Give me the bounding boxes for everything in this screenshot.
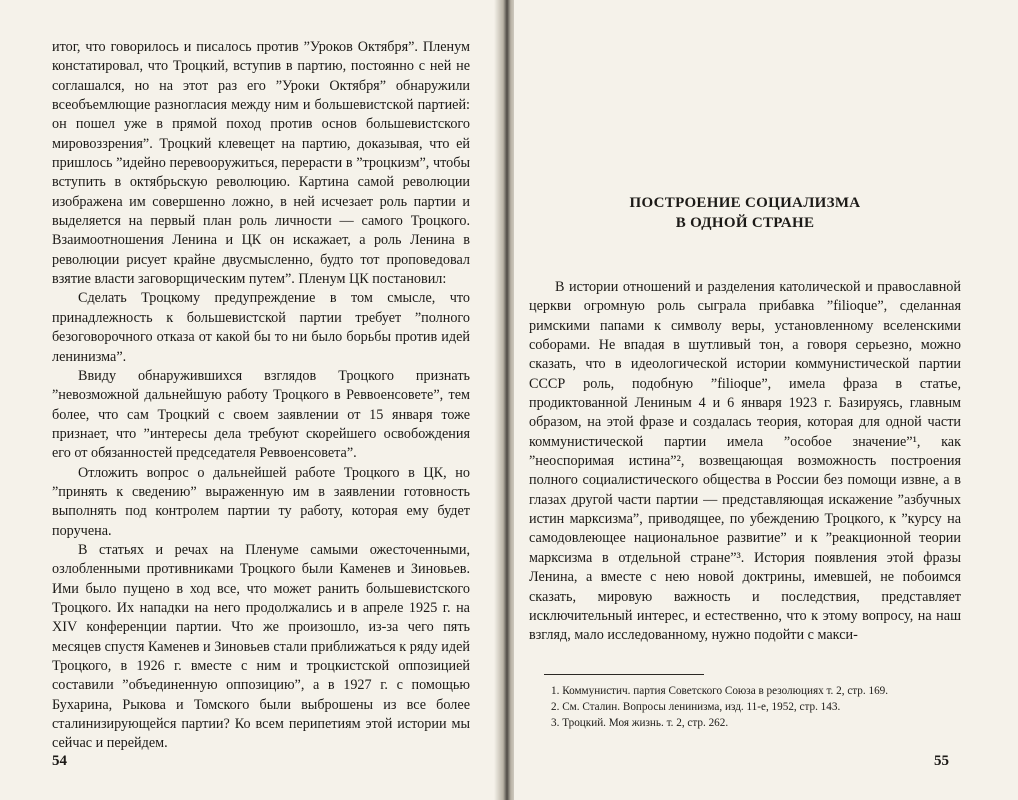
paragraph: В статьях и речах на Пленуме самыми ожесточенными, озлобленными противниками Троцкого были Каменев и Зиновьев. Ими было пущено в ход все, что может ранить большевистского Троцкого. Их нападки на него продолжались и в апреле 1925 г. на XIV конференции партии. Что же произошло, из-за чего пять месяцев спустя Каменев и Зиновьев стали приближаться к ряду идей Троцкого, в 1926 г. вместе с ним и троцкистской оппозицией составили ”объединенную оппозицию”, а в 1927 г. с помощью Бухарина, Рыкова и Томского были выброшены из все более сталинизирующейся партии? Ко всем перипетиям этой истории мы сейчас и перейдем. — [52, 541, 470, 752]
right-page — [514, 0, 1018, 800]
footnote: 2. См. Сталин. Вопросы ленинизма, изд. 11-е, 1952, стр. 143. — [551, 700, 841, 713]
left-page-text — [52, 38, 470, 754]
paragraph: В истории отношений и разделения католической и православной церкви огромную роль сыграла прибавка ”filioque”, сделанная римскими папами к символу веры, установленному вселенскими соборами. Не впадая в шутливый тон, а говоря серьезно, можно сказать, что в идеологической истории коммунистической партии СССР роль, подобную ”filioque”, имела фраза в статье, продиктованной Лениным 4 и 6 января 1923 г. Базируясь, главным образом, на этой фразе и создалась теория, которая для одной части коммунистической партии имела ”особое значение”¹, как ”неоспоримая истина”², возвещающая возможность построения полного социалистического общества в России без помощи извне, а в глазах другой части партии — представляющая искажение ”азбучных истин марксизма”, приводящее, по убеждению Троцкого, к ”курсу на самодовлеющее национальное развитие” и к ”реакционной теории марксизма в отдельной стране”³. История появления этой фразы Ленина, а вместе с нею новой доктрины, имевшей, не побоимся сказать, мировую важность и последствия, представляет исключительный интерес, и естественно, что к этому вопросу, на наш взгляд, мало исследованному, нужно подойти с макси- — [529, 279, 961, 644]
footnotes — [529, 684, 961, 731]
footnote: 3. Троцкий. Моя жизнь. т. 2, стр. 262. — [551, 716, 729, 729]
paragraph: итог, что говорилось и писалось против ”Уроков Октября”. Пленум констатировал, что Троцкий, вступив в партию, постоянно с ней не соглашался, но на этот раз его ”Уроки Октября” обнаружили всеобъемлющие разногласия между ним и большевистской партией: он пошел уже в прямой поход против основ большевистского мировоззрения”. Троцкий клевещет на партию, доказывая, что ей пришлось ”идейно перевооружиться, перерасти в ”троцкизм”, чтобы вступить в октябрьскую революцию. Картина самой революции изображена им совершенно ложно, в ней исчезает роль партии и выделяется на первый план роль личности — самого Троцкого. Взаимоотношения Ленина и ЦК он искажает, а роль Ленина в революции рисует крайне двусмысленно, будто тот проповедовал взятие власти заговорщическим путем”. Пленум ЦК постановил: — [52, 39, 470, 288]
page-number: 54 — [52, 753, 67, 769]
chapter-title-line: ПОСТРОЕНИЕ СОЦИАЛИЗМА — [629, 195, 861, 211]
chapter-title-line: В ОДНОЙ СТРАНЕ — [675, 215, 815, 231]
paragraph: Ввиду обнаружившихся взглядов Троцкого признать ”невозможной дальнейшую работу Троцкого в Реввоенсовете”, тем более, что сам Троцкий с своем заявлении от 15 января тоже признает, что ”интересы дела требуют скорейшего освобождения его от обязанностей председателя Реввоенсовета”. — [52, 367, 470, 462]
paragraph: Сделать Троцкому предупреждение в том смысле, что принадлежность к большевистской партии требует ”полного безоговорочного отказа от какой бы то ни было борьбы против идей ленинизма”. — [52, 290, 470, 365]
chapter-title — [529, 193, 961, 233]
left-page — [0, 0, 500, 800]
right-page-text — [529, 278, 961, 646]
paragraph: Отложить вопрос о дальнейшей работе Троцкого в ЦК, но ”принять к сведению” выраженную им в заявлении готовность выполнять под контролем партии ту работу, которая ему будет поручена. — [52, 464, 470, 539]
footnote-divider — [544, 674, 704, 675]
footnote: 1. Коммунистич. партия Советского Союза в резолюциях т. 2, стр. 169. — [551, 685, 889, 697]
page-number: 55 — [934, 753, 949, 769]
